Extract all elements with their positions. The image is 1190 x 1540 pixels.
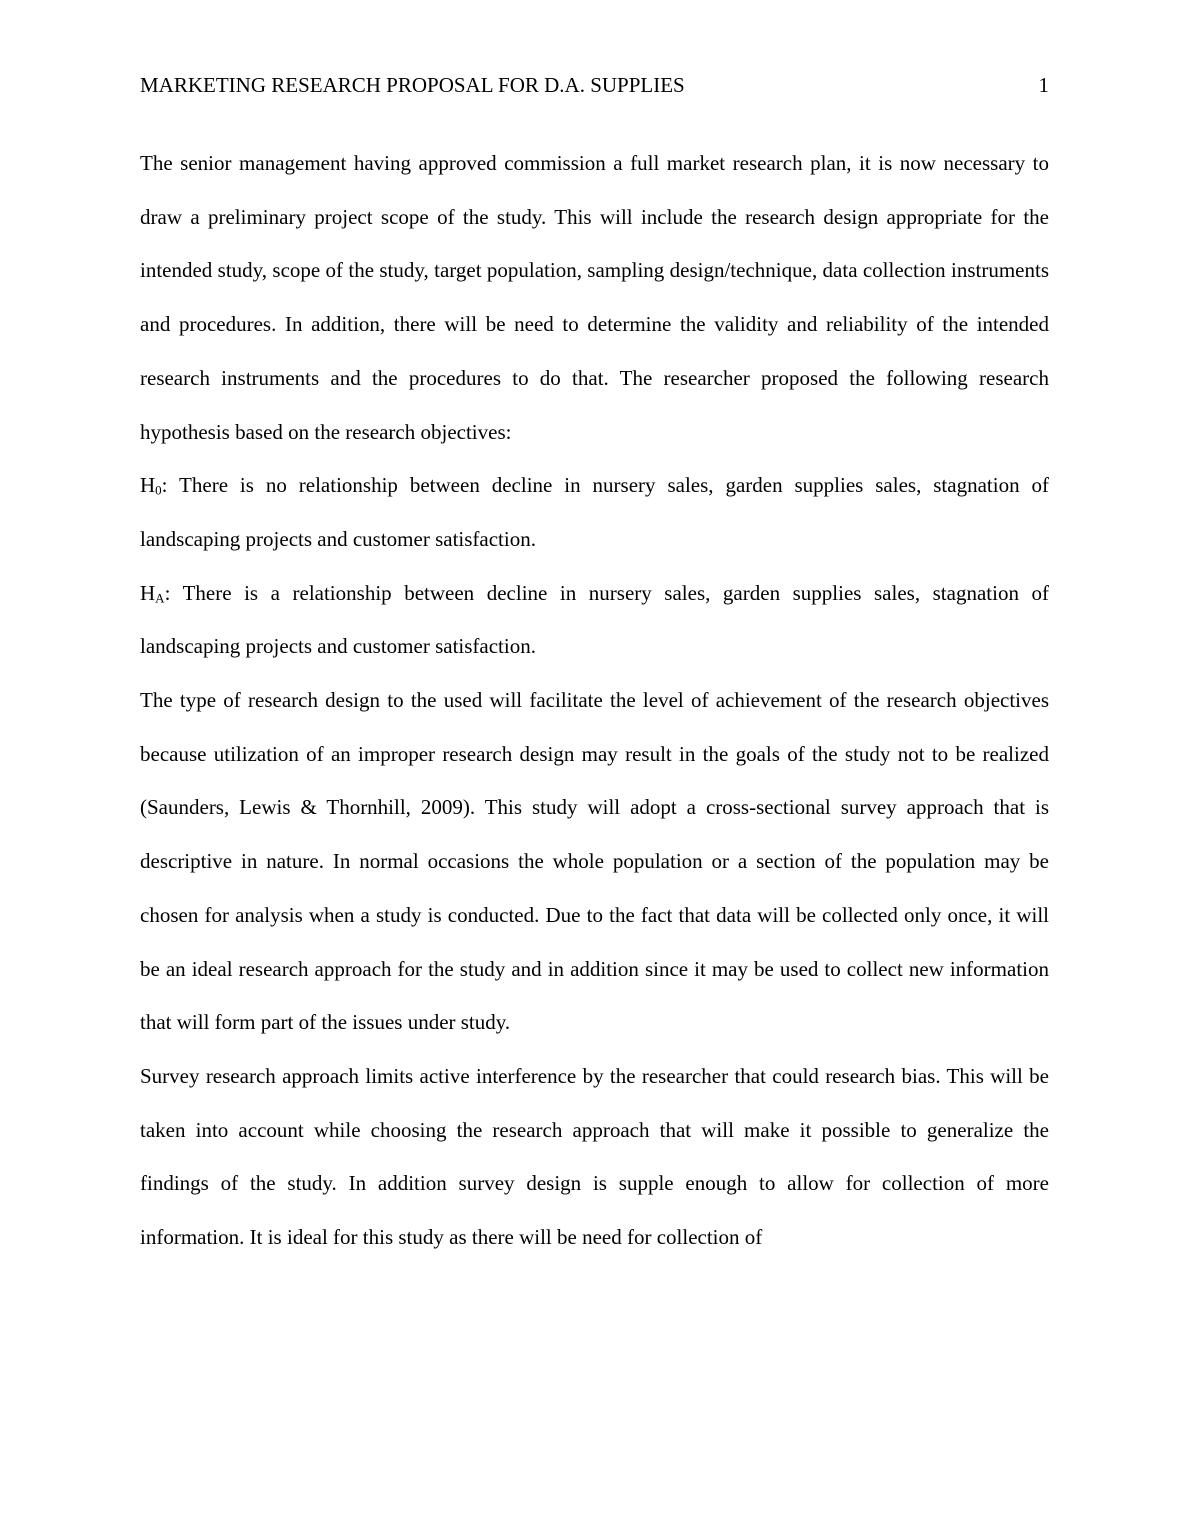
- alternative-hypothesis-text: : There is a relationship between decline in nursery sales, garden supplies sales, stagnation of landscaping projects and customer satisfaction.: [140, 580, 1049, 659]
- alternative-hypothesis-subscript: A: [155, 590, 165, 606]
- null-hypothesis: [140, 459, 1049, 566]
- page-number: 1: [1038, 73, 1049, 97]
- running-head-title: MARKETING RESEARCH PROPOSAL FOR D.A. SUPPLIES: [140, 73, 685, 97]
- null-hypothesis-letter: H: [140, 473, 156, 498]
- document-body: [140, 137, 1049, 1265]
- page-header: [140, 70, 1049, 100]
- null-hypothesis-text: : There is no relationship between decline in nursery sales, garden supplies sales, stagnation of landscaping projects and customer satisfaction.: [140, 473, 1049, 551]
- survey-approach-paragraph: Survey research approach limits active interference by the researcher that could research bias. This will be taken into account while choosing the research approach that will make it possible to generalize the findings of the study. In addition survey design is supple enough to allow for collection of more information. It is ideal for this study as there will be need for collection of: [140, 1063, 1049, 1250]
- intro-paragraph: The senior management having approved commission a full market research plan, it is now necessary to draw a preliminary project scope of the study. This will include the research design appropriate for the intended study, scope of the study, target population, sampling design/technique, data collection instruments and procedures. In addition, there will be need to determine the validity and reliability of the intended research instruments and the procedures to do that. The researcher proposed the following research hypothesis based on the research objectives:: [140, 151, 1049, 444]
- null-hypothesis-subscript: 0: [155, 482, 162, 498]
- alternative-hypothesis: [140, 567, 1049, 674]
- research-design-paragraph: The type of research design to the used will facilitate the level of achievement of the research objectives because utilization of an improper research design may result in the goals of the study not to be realized (Saunders, Lewis & Thornhill, 2009). This study will adopt a cross-sectional survey approach that is descriptive in nature. In normal occasions the whole population or a section of the population may be chosen for analysis when a study is conducted. Due to the fact that data will be collected only once, it will be an ideal research approach for the study and in addition since it may be used to collect new information that will form part of the issues under study.: [140, 688, 1049, 1035]
- alternative-hypothesis-letter: H: [140, 580, 156, 605]
